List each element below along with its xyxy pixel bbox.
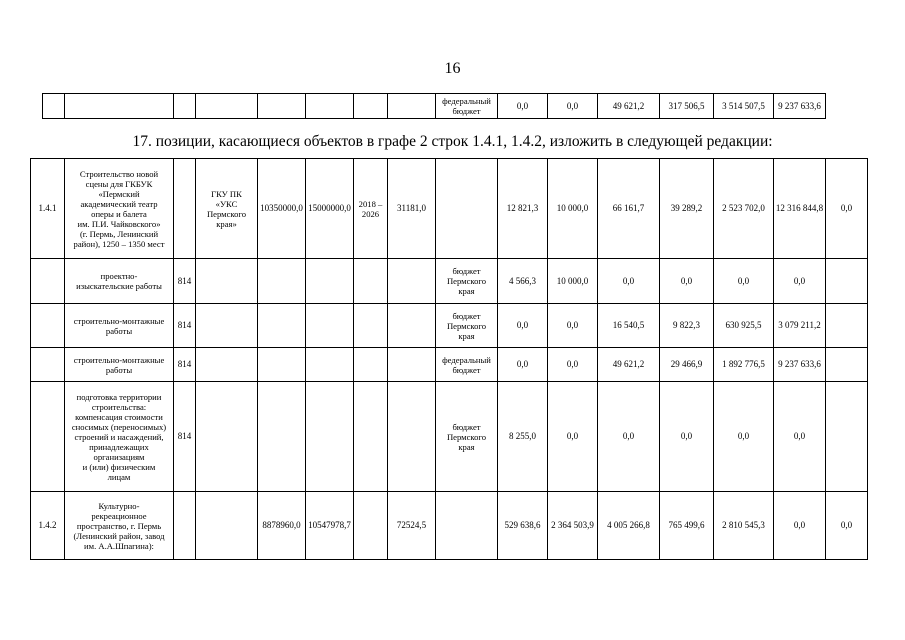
cell-period (354, 94, 388, 119)
cell-c3 (388, 259, 436, 304)
cell-name: подготовка территории строительства: компенсация стоимости сносимых (переносимых) строений и насаждений, принадлежащих организациям и (или) физическим лицам (65, 382, 174, 492)
cell-kbk (174, 94, 196, 119)
cell-name: строительно-монтажные работы (65, 304, 174, 348)
cell-value: 4 566,3 (498, 259, 548, 304)
cell-value: 8 255,0 (498, 382, 548, 492)
cell-value: 12 821,3 (498, 159, 548, 259)
cell-c2 (306, 304, 354, 348)
cell-customer (196, 348, 258, 382)
cell-value: 9 822,3 (660, 304, 714, 348)
cell-customer: ГКУ ПК «УКС Пермского края» (196, 159, 258, 259)
cell-value: 10 000,0 (548, 159, 598, 259)
cell-customer (196, 94, 258, 119)
cell-period (354, 259, 388, 304)
cell-value: 0,0 (548, 348, 598, 382)
cell-code (31, 304, 65, 348)
cell-code (31, 259, 65, 304)
cell-value: 0,0 (774, 382, 826, 492)
cell-kbk: 814 (174, 304, 196, 348)
cell-customer (196, 304, 258, 348)
cell-period (354, 304, 388, 348)
cell-c2 (306, 348, 354, 382)
table-row (31, 304, 868, 348)
cell-customer (196, 382, 258, 492)
cell-value: 3 514 507,5 (714, 94, 774, 119)
cell-value (826, 259, 868, 304)
cell-value: 0,0 (548, 304, 598, 348)
cell-value: 0,0 (660, 259, 714, 304)
cell-value (826, 382, 868, 492)
cell-value: 16 540,5 (598, 304, 660, 348)
cell-value: 0,0 (498, 348, 548, 382)
cell-c3 (388, 382, 436, 492)
cell-code (43, 94, 65, 119)
cell-source (436, 159, 498, 259)
cell-value: 12 316 844,8 (774, 159, 826, 259)
cell-value: 0,0 (548, 382, 598, 492)
cell-name: Культурно- рекреационное пространство, г. Пермь (Ленинский район, завод им. А.А.Шпагина): (65, 492, 174, 560)
table-row (31, 259, 868, 304)
cell-value: 49 621,2 (598, 94, 660, 119)
cell-c1: 10350000,0 (258, 159, 306, 259)
cell-name: Строительство новой сцены для ГКБУК «Пермский академический театр оперы и балета им. П.И. Чайковского» (г. Пермь, Ленинский район), 1250 – 1350 мест (65, 159, 174, 259)
cell-source (436, 492, 498, 560)
cell-source: федеральный бюджет (436, 348, 498, 382)
cell-period (354, 348, 388, 382)
cell-value (826, 348, 868, 382)
cell-value: 0,0 (498, 94, 548, 119)
table-row (31, 348, 868, 382)
cell-code (31, 382, 65, 492)
cell-source: бюджет Пермского края (436, 382, 498, 492)
cell-c1 (258, 94, 306, 119)
cell-name: проектно- изыскательские работы (65, 259, 174, 304)
cell-value: 0,0 (548, 94, 598, 119)
cell-c1 (258, 304, 306, 348)
cell-c2 (306, 259, 354, 304)
page-number: 16 (444, 60, 461, 77)
cell-value: 2 810 545,3 (714, 492, 774, 560)
cell-source: федеральный бюджет (436, 94, 498, 119)
cell-value: 39 289,2 (660, 159, 714, 259)
cell-value: 29 466,9 (660, 348, 714, 382)
cell-c1 (258, 348, 306, 382)
table-row (31, 159, 868, 259)
cell-c2: 10547978,7 (306, 492, 354, 560)
cell-value: 0,0 (826, 492, 868, 560)
cell-value: 9 237 633,6 (774, 94, 826, 119)
table-row (43, 94, 826, 119)
cell-source: бюджет Пермского края (436, 304, 498, 348)
cell-value: 317 506,5 (660, 94, 714, 119)
cell-value: 4 005 266,8 (598, 492, 660, 560)
cell-value: 0,0 (826, 159, 868, 259)
cell-kbk: 814 (174, 348, 196, 382)
cell-name (65, 94, 174, 119)
cell-kbk (174, 492, 196, 560)
cell-value: 0,0 (598, 382, 660, 492)
cell-value: 0,0 (714, 382, 774, 492)
cell-c1 (258, 382, 306, 492)
cell-value: 10 000,0 (548, 259, 598, 304)
cell-value: 2 364 503,9 (548, 492, 598, 560)
cell-code: 1.4.1 (31, 159, 65, 259)
section-heading: 17. позиции, касающиеся объектов в графе 2 строк 1.4.1, 1.4.2, изложить в следующей редакции: (132, 133, 773, 150)
cell-kbk (174, 159, 196, 259)
cell-value: 630 925,5 (714, 304, 774, 348)
cell-value: 0,0 (774, 492, 826, 560)
cell-code (31, 348, 65, 382)
cell-c3: 31181,0 (388, 159, 436, 259)
table-row (31, 492, 868, 560)
cell-value: 0,0 (598, 259, 660, 304)
cell-value: 66 161,7 (598, 159, 660, 259)
continuation-table (42, 93, 826, 119)
cell-customer (196, 259, 258, 304)
cell-value: 3 079 211,2 (774, 304, 826, 348)
cell-value: 0,0 (660, 382, 714, 492)
cell-c1: 8878960,0 (258, 492, 306, 560)
cell-name: строительно-монтажные работы (65, 348, 174, 382)
cell-value: 0,0 (498, 304, 548, 348)
cell-value: 0,0 (714, 259, 774, 304)
cell-value: 49 621,2 (598, 348, 660, 382)
objects-table (30, 158, 868, 560)
cell-period (354, 382, 388, 492)
cell-value (826, 304, 868, 348)
table-row (31, 382, 868, 492)
cell-c2: 15000000,0 (306, 159, 354, 259)
cell-c3: 72524,5 (388, 492, 436, 560)
cell-c2 (306, 94, 354, 119)
cell-c3 (388, 304, 436, 348)
cell-value: 2 523 702,0 (714, 159, 774, 259)
cell-c3 (388, 94, 436, 119)
cell-kbk: 814 (174, 259, 196, 304)
cell-period (354, 492, 388, 560)
cell-c1 (258, 259, 306, 304)
cell-kbk: 814 (174, 382, 196, 492)
cell-customer (196, 492, 258, 560)
cell-period: 2018 – 2026 (354, 159, 388, 259)
cell-value: 529 638,6 (498, 492, 548, 560)
cell-c2 (306, 382, 354, 492)
cell-c3 (388, 348, 436, 382)
cell-source: бюджет Пермского края (436, 259, 498, 304)
cell-code: 1.4.2 (31, 492, 65, 560)
cell-value: 765 499,6 (660, 492, 714, 560)
cell-value: 0,0 (774, 259, 826, 304)
cell-value: 1 892 776,5 (714, 348, 774, 382)
cell-value: 9 237 633,6 (774, 348, 826, 382)
